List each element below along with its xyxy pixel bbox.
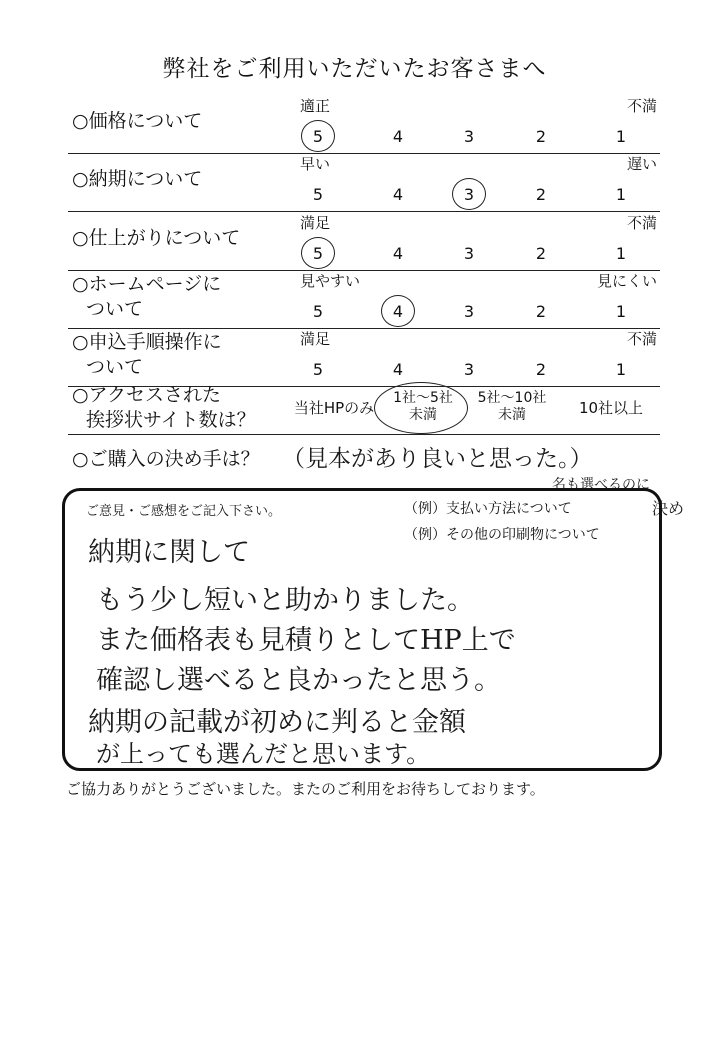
scale-value-3-3: 3 [463,244,475,263]
footer-thanks: ご協力ありがとうございました。またのご利用をお待ちしております。 [66,780,545,798]
scale-right-label-4: 見にくい [596,272,657,290]
question-access-line1: ○アクセスされた [72,384,222,406]
divider [68,270,660,271]
scale-value-1-5: 1 [615,127,627,146]
scale-value-4-3: 3 [463,302,475,321]
scale-left-label-4: 見やすい [300,272,361,290]
decision-answer-extra-1: 名も選べるのに [552,477,650,493]
scale-value-2-3: 3 [463,185,475,204]
comments-example-2: （例）その他の印刷物について [404,527,600,543]
scale-left-label-3: 満足 [300,214,331,232]
question-label-3: ○仕上がりについて [72,227,241,249]
access-option-5-10-line1: 5社～10社 [477,390,547,406]
access-option-5-10 [466,390,558,424]
scale-value-5-5: 1 [615,360,627,379]
comment-line-2: もう少し短いと助かりました。 [96,585,474,616]
scale-value-5-4: 2 [535,360,547,379]
scale-value-2-5: 1 [615,185,627,204]
scale-right-label-2: 遅い [626,155,657,173]
scale-value-5-2: 4 [392,360,404,379]
access-option-1-5-line1: 1社～5社 [393,390,453,406]
access-option-own: 当社HPのみ [293,399,375,417]
page-title: 弊社をご利用いただいたお客さまへ [162,56,547,82]
scale-value-4-2: 4 [392,302,404,321]
selection-circle-1 [301,120,335,152]
comment-line-6: が上っても選んだと思います。 [96,740,431,768]
comments-header: ご意見・ご感想をご記入下さい。 [86,504,282,519]
scale-value-4-4: 2 [535,302,547,321]
scale-value-1-2: 4 [392,127,404,146]
question-label-5-line1: ○申込手順操作に [72,331,222,353]
access-option-5-10-line2: 未満 [498,407,526,423]
scale-value-3-1: 5 [312,244,324,263]
scale-left-label-5: 満足 [300,330,331,348]
scale-value-3-4: 2 [535,244,547,263]
question-label-4-line2: ついて [86,298,144,320]
scale-value-1-3: 3 [463,127,475,146]
question-label-4-line1: ○ホームページに [72,273,222,295]
selection-circle-3 [301,237,335,269]
question-label-4 [72,272,221,322]
scale-value-2-4: 2 [535,185,547,204]
comment-line-3: また価格表も見積りとしてHP上で [96,625,516,656]
scale-value-3-5: 1 [615,244,627,263]
comment-line-1: 納期に関して [88,537,250,568]
question-label-2: ○納期について [72,168,203,190]
comment-line-5: 納期の記載が初めに判ると金額 [88,707,466,738]
question-label-5 [72,330,222,380]
comments-example-1: （例）支払い方法について [404,501,572,517]
scale-value-1-4: 2 [535,127,547,146]
comment-line-4: 確認し選べると良かったと思う。 [96,665,501,696]
selection-circle-4 [381,295,415,327]
scale-right-label-3: 不満 [626,214,657,232]
question-label-5-line2: ついて [86,356,144,378]
scale-value-2-1: 5 [312,185,324,204]
access-option-1-5-line2: 未満 [409,407,437,423]
selection-circle-2 [452,178,486,210]
question-label-1: ○価格について [72,110,203,132]
question-decision-label: ○ご購入の決め手は？ [72,448,260,470]
scale-value-4-1: 5 [312,302,324,321]
scale-left-label-2: 早い [300,155,331,173]
scale-right-label-5: 不満 [626,330,657,348]
scale-value-4-5: 1 [615,302,627,321]
decision-answer: （見本があり良いと思った。） [282,446,593,472]
divider [68,153,660,154]
divider [68,328,660,329]
decision-answer-extra-2: 決め [652,499,685,518]
scale-left-label-1: 適正 [300,97,331,115]
scale-value-5-3: 3 [463,360,475,379]
scale-value-2-2: 4 [392,185,404,204]
scale-value-3-2: 4 [392,244,404,263]
question-access-line2: 挨拶状サイト数は？ [86,409,256,431]
question-access-label [72,383,256,433]
scale-value-5-1: 5 [312,360,324,379]
access-option-10-plus: 10社以上 [578,399,644,417]
selection-circle-access [374,382,468,434]
scale-right-label-1: 不満 [626,97,657,115]
divider [68,434,660,435]
scale-value-1-1: 5 [312,127,324,146]
divider [68,211,660,212]
